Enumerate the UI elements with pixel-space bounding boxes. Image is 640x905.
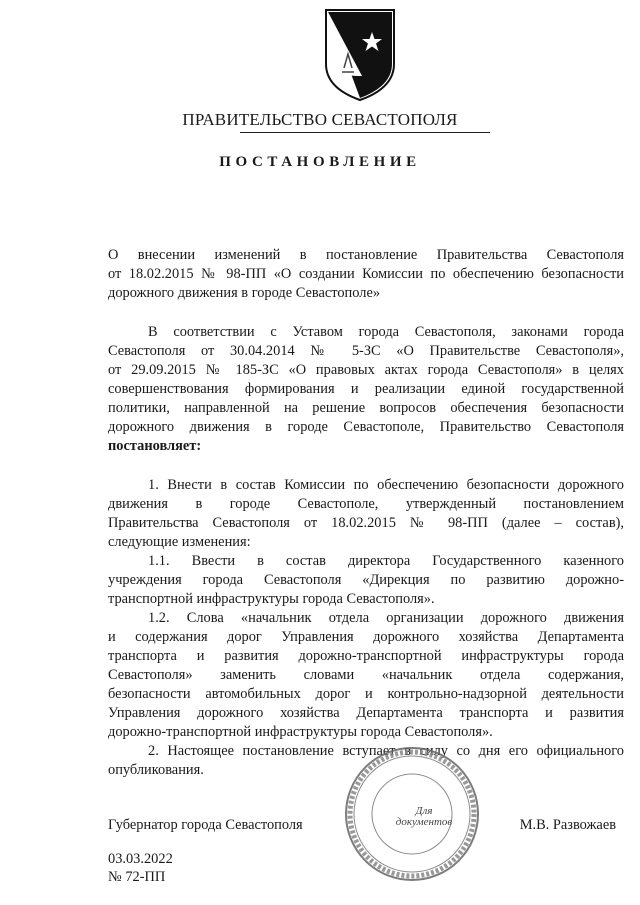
- body-line: Управления дорожного хозяйства Департамента транспорта и развития: [108, 705, 624, 721]
- document-date: 03.03.2022: [108, 851, 173, 867]
- body-line: безопасности автомобильных дорог и контрольно-надзорной деятельности: [108, 686, 624, 702]
- document-footer: [108, 850, 173, 886]
- body-line: транспортной инфраструктуры города Севастополя».: [108, 591, 435, 607]
- body-line: 1. Внести в состав Комиссии по обеспечению безопасности дорожного: [148, 477, 624, 493]
- title-line: дорожного движения в городе Севастополе»: [108, 285, 381, 301]
- body-line: дорожно-транспортной инфраструктуры города Севастополя».: [108, 724, 493, 740]
- body-line: Севастополя» заменить словами «начальник отдела содержания,: [108, 667, 624, 683]
- body-line: 1.2. Слова «начальник отдела организации дорожного движения: [148, 610, 624, 626]
- signatory-position: Губернатор города Севастополя: [108, 817, 303, 833]
- preamble-resolves: постановляет:: [108, 438, 202, 454]
- preamble-line: совершенствования формирования и реализации единой государственной: [108, 381, 624, 397]
- body-line: транспорта и развития дорожно-транспортной инфраструктуры города: [108, 648, 624, 664]
- government-name: ПРАВИТЕЛЬСТВО СЕВАСТОПОЛЯ: [182, 110, 458, 129]
- body-line: 2. Настоящее постановление вступает в силу со дня его официального: [148, 743, 624, 759]
- stamp-text: [394, 806, 454, 828]
- preamble-line: Севастополя от 30.04.2014 № 5-ЗС «О Правительстве Севастополя»,: [108, 343, 624, 359]
- body-line: и содержания дорог Управления дорожного хозяйства Департамента: [108, 629, 624, 645]
- document-type: ПОСТАНОВЛЕНИЕ: [219, 154, 421, 170]
- preamble-line: дорожного движения в городе Севастополе, Правительство Севастополя: [108, 419, 624, 435]
- body-line: следующие изменения:: [108, 534, 251, 550]
- body-line: 1.1. Ввести в состав директора Государственного казенного: [148, 553, 624, 569]
- title-line: от 18.02.2015 № 98-ПП «О создании Комиссии по обеспечению безопасности: [108, 266, 624, 282]
- document-number: № 72-ПП: [108, 869, 166, 885]
- body-line: учреждения города Севастополя «Дирекция по развитию дорожно-: [108, 572, 624, 588]
- body-line: Правительства Севастополя от 18.02.2015 № 98-ПП (далее – состав),: [108, 515, 624, 531]
- preamble-line: политики, направленной на решение вопросов обеспечения безопасности: [108, 400, 624, 416]
- stamp-text-line: документов: [395, 816, 453, 828]
- preamble-line: В соответствии с Уставом города Севастополя, законами города: [148, 324, 624, 340]
- body-line: движения в городе Севастополе, утвержденный постановлением: [108, 496, 624, 512]
- body-line: опубликования.: [108, 762, 204, 778]
- coat-of-arms-icon: [322, 6, 398, 102]
- signatory-name: М.В. Развожаев: [519, 817, 616, 833]
- title-line: О внесении изменений в постановление Правительства Севастополя: [108, 247, 624, 263]
- stamp-text-line: Для: [415, 805, 433, 817]
- header-underline: [240, 132, 490, 133]
- preamble-line: от 29.09.2015 № 185-ЗС «О правовых актах города Севастополя» в целях: [108, 362, 624, 378]
